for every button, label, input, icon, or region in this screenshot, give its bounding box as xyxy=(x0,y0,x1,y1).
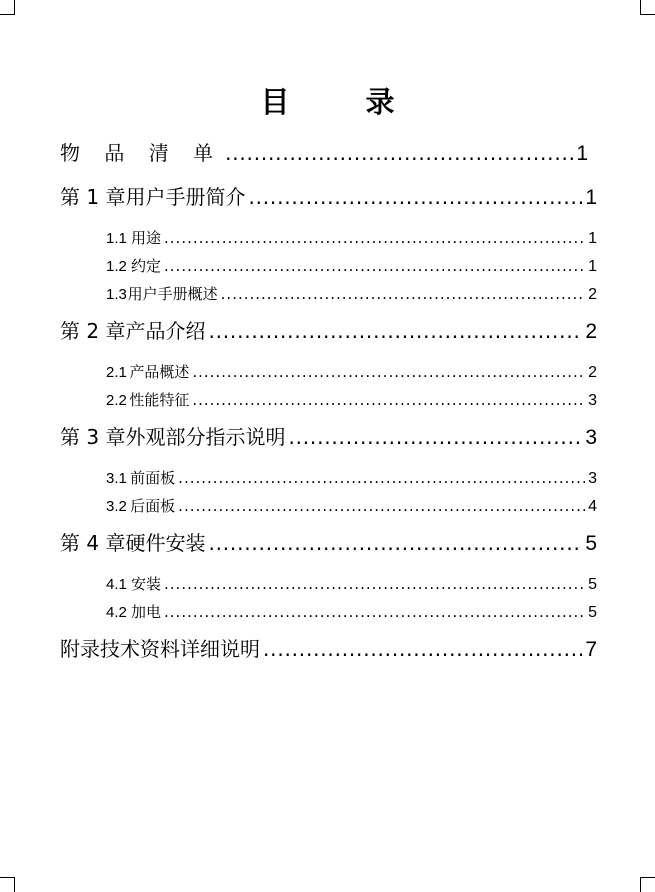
toc-chapter-entry[interactable] xyxy=(60,420,597,464)
toc-page-number: 5 xyxy=(588,576,597,593)
page-title xyxy=(0,80,655,121)
toc-entry-title: 用户手册概述 xyxy=(127,285,218,303)
toc-page-number: 1 xyxy=(588,258,597,275)
toc-section-entry[interactable] xyxy=(60,252,597,280)
toc-entry-title: 约定 xyxy=(131,257,162,275)
toc-chapter-entry[interactable] xyxy=(60,180,597,224)
toc-dot-leader xyxy=(192,386,585,414)
toc-entry-title: 前面板 xyxy=(130,469,176,487)
toc-dot-leader xyxy=(164,598,585,626)
toc-dot-leader xyxy=(208,526,582,560)
toc-chapter-entry[interactable] xyxy=(60,136,597,180)
toc-page-number: 5 xyxy=(585,532,597,555)
toc-entry-number: 第 2 章 xyxy=(60,319,126,343)
toc-entry-title: 产品概述 xyxy=(129,363,190,381)
toc-page-number: 1 xyxy=(588,230,597,247)
crop-mark-top-right xyxy=(640,0,655,15)
toc-dot-leader xyxy=(263,632,582,666)
toc-section-entry[interactable] xyxy=(60,280,597,308)
toc-entry-title: 外观部分指示说明 xyxy=(125,425,286,449)
toc-entry-title: 加电 xyxy=(131,603,162,621)
toc-dot-leader xyxy=(178,492,585,520)
toc-dot-leader xyxy=(192,358,585,386)
toc-entry-number: 2.2 xyxy=(106,392,127,409)
toc-entry-title: 用途 xyxy=(131,229,162,247)
toc-entry-title: 性能特征 xyxy=(129,391,190,409)
toc-entry-number: 1.1 xyxy=(106,230,127,247)
toc-entry-number: 3.1 xyxy=(106,470,127,487)
toc-entry-title: 物 品 清 单 xyxy=(60,141,223,165)
toc-entry-title: 用户手册简介 xyxy=(125,185,246,209)
toc-section-entry[interactable] xyxy=(60,224,597,252)
toc-page-number: 2 xyxy=(588,364,597,381)
toc-page-number: 3 xyxy=(588,392,597,409)
toc-entry-number: 4.1 xyxy=(106,576,127,593)
toc-page-number: 2 xyxy=(585,320,597,343)
toc-chapter-entry[interactable] xyxy=(60,314,597,358)
toc-entry-number: 第 4 章 xyxy=(60,531,126,555)
toc-dot-leader xyxy=(221,280,585,308)
toc-entry-number: 2.1 xyxy=(106,364,127,381)
toc-dot-leader xyxy=(178,464,585,492)
toc-page-number: 2 xyxy=(588,286,597,303)
crop-mark-top-left xyxy=(0,0,15,15)
crop-mark-bottom-left xyxy=(0,877,15,892)
toc-entry-number: 第 1 章 xyxy=(60,185,126,209)
toc-dot-leader xyxy=(164,224,585,252)
toc-entry-title: 后面板 xyxy=(130,497,176,515)
table-of-contents xyxy=(60,136,597,676)
toc-entry-title: 技术资料详细说明 xyxy=(100,637,260,661)
crop-mark-bottom-right xyxy=(640,877,655,892)
toc-entry-number: 4.2 xyxy=(106,604,127,621)
toc-page-number: 1 xyxy=(585,186,597,209)
toc-section-entry[interactable] xyxy=(60,598,597,626)
toc-dot-leader xyxy=(164,570,585,598)
toc-entry-number: 1.2 xyxy=(106,258,127,275)
toc-entry-number: 3.2 xyxy=(106,498,127,515)
toc-page-number: 5 xyxy=(588,604,597,621)
toc-dot-leader xyxy=(208,314,582,348)
toc-section-entry[interactable] xyxy=(60,570,597,598)
toc-entry-title: 安装 xyxy=(131,575,162,593)
toc-dot-leader xyxy=(248,180,582,214)
toc-entry-number: 1.3 xyxy=(106,286,127,303)
toc-chapter-entry[interactable] xyxy=(60,632,597,676)
toc-page-number: 4 xyxy=(588,498,597,515)
toc-entry-title: 产品介绍 xyxy=(125,319,206,343)
toc-entry-number: 第 3 章 xyxy=(60,425,126,449)
page-title-right: 录 xyxy=(365,85,395,119)
toc-section-entry[interactable] xyxy=(60,386,597,414)
toc-entry-number: 附录 xyxy=(60,637,100,661)
toc-chapter-entry[interactable] xyxy=(60,526,597,570)
toc-section-entry[interactable] xyxy=(60,358,597,386)
page-title-left: 目 xyxy=(260,85,290,119)
toc-page-number: 7 xyxy=(585,638,597,661)
toc-dot-leader xyxy=(288,420,582,454)
toc-page-number: 1 xyxy=(576,142,597,165)
toc-dot-leader xyxy=(164,252,585,280)
toc-entry-title: 硬件安装 xyxy=(125,531,206,555)
toc-section-entry[interactable] xyxy=(60,464,597,492)
toc-section-entry[interactable] xyxy=(60,492,597,520)
toc-page-number: 3 xyxy=(588,470,597,487)
toc-page-number: 3 xyxy=(585,426,597,449)
toc-dot-leader xyxy=(225,136,573,170)
